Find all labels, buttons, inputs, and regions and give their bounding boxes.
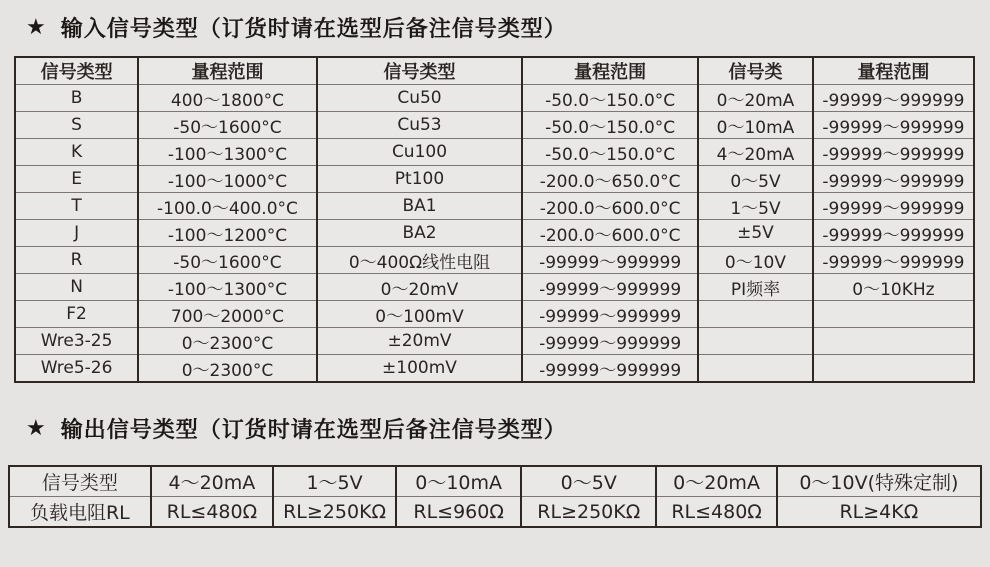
table-cell: -50～1600°C [138, 112, 317, 139]
table-cell: 1～5V [273, 466, 396, 497]
column-header: 量程范围 [813, 57, 974, 85]
table-cell: B [15, 85, 138, 112]
table-cell: 0～20mA [698, 85, 813, 112]
table-cell: -100～1300°C [138, 274, 317, 301]
table-cell: 0～20mV [317, 274, 522, 301]
table-cell: BA1 [317, 193, 522, 220]
table-cell: J [15, 220, 138, 247]
table-cell [698, 355, 813, 383]
star-icon: ★ [26, 14, 47, 40]
table-cell: 0～10KHz [813, 274, 974, 301]
table-row [15, 85, 974, 112]
table-cell: Cu100 [317, 139, 522, 166]
table-cell: -50.0～150.0°C [522, 112, 698, 139]
input-table-header-row [15, 57, 974, 85]
table-cell: -99999～999999 [522, 247, 698, 274]
column-header: 信号类型 [15, 57, 138, 85]
table-cell: 0～400Ω线性电阻 [317, 247, 522, 274]
output-table-body [9, 466, 981, 527]
table-cell: 0～10V [698, 247, 813, 274]
table-cell: 0～10V(特殊定制) [777, 466, 981, 497]
table-cell: 700～2000°C [138, 301, 317, 328]
table-cell: T [15, 193, 138, 220]
table-cell: 4～20mA [151, 466, 273, 497]
table-cell: -99999～999999 [522, 274, 698, 301]
output-signal-title-text: 输出信号类型（订货时请在选型后备注信号类型） [60, 418, 567, 443]
table-row [9, 466, 981, 497]
table-cell: 0～2300°C [138, 328, 317, 355]
table-cell: RL≥250KΩ [273, 497, 396, 528]
table-cell: 400～1800°C [138, 85, 317, 112]
table-cell: Pt100 [317, 166, 522, 193]
table-cell: -50.0～150.0°C [522, 85, 698, 112]
table-cell [698, 328, 813, 355]
input-signal-title-text: 输入信号类型（订货时请在选型后备注信号类型） [60, 17, 567, 42]
column-header: 量程范围 [138, 57, 317, 85]
table-cell: -99999～999999 [813, 139, 974, 166]
table-cell: 0～5V [521, 466, 656, 497]
table-cell: -99999～999999 [813, 85, 974, 112]
table-row [15, 328, 974, 355]
table-cell: K [15, 139, 138, 166]
table-cell: BA2 [317, 220, 522, 247]
table-cell: -99999～999999 [522, 355, 698, 383]
output-signal-section-title [0, 383, 990, 444]
table-cell: 负载电阻RL [9, 497, 151, 528]
column-header: 信号类型 [317, 57, 522, 85]
input-signal-table [14, 56, 975, 383]
table-cell: Cu50 [317, 85, 522, 112]
table-cell: S [15, 112, 138, 139]
table-cell: -100～1300°C [138, 139, 317, 166]
table-cell: Wre5-26 [15, 355, 138, 383]
table-cell: -99999～999999 [813, 112, 974, 139]
table-cell: -99999～999999 [522, 301, 698, 328]
table-row [15, 274, 974, 301]
table-cell: 0～10mA [396, 466, 521, 497]
output-signal-table [8, 465, 982, 528]
input-table-body [15, 85, 974, 383]
table-cell: RL≤960Ω [396, 497, 521, 528]
table-row [15, 301, 974, 328]
table-cell: -200.0～600.0°C [522, 220, 698, 247]
table-cell: 1～5V [698, 193, 813, 220]
table-cell: ±5V [698, 220, 813, 247]
column-header: 量程范围 [522, 57, 698, 85]
table-row [15, 355, 974, 383]
table-cell: -99999～999999 [522, 328, 698, 355]
table-cell: RL≤480Ω [656, 497, 776, 528]
table-cell: -100～1000°C [138, 166, 317, 193]
table-row [15, 247, 974, 274]
table-row [9, 497, 981, 528]
table-cell: Wre3-25 [15, 328, 138, 355]
table-cell: -99999～999999 [813, 220, 974, 247]
table-cell: -200.0～650.0°C [522, 166, 698, 193]
table-cell: 0～100mV [317, 301, 522, 328]
table-row [15, 193, 974, 220]
table-cell: PI频率 [698, 274, 813, 301]
table-cell: -99999～999999 [813, 193, 974, 220]
table-cell: -50.0～150.0°C [522, 139, 698, 166]
table-cell: RL≥4KΩ [777, 497, 981, 528]
table-row [15, 166, 974, 193]
table-cell: F2 [15, 301, 138, 328]
table-cell: Cu53 [317, 112, 522, 139]
table-cell: 0～10mA [698, 112, 813, 139]
table-cell: -100.0～400.0°C [138, 193, 317, 220]
table-cell: ±20mV [317, 328, 522, 355]
input-signal-section-title [0, 0, 990, 43]
table-cell: -200.0～600.0°C [522, 193, 698, 220]
table-cell: -99999～999999 [813, 247, 974, 274]
table-cell: 信号类型 [9, 466, 151, 497]
table-cell [813, 301, 974, 328]
table-cell: 0～2300°C [138, 355, 317, 383]
table-row [15, 139, 974, 166]
table-cell [813, 328, 974, 355]
column-header: 信号类 [698, 57, 813, 85]
table-cell: R [15, 247, 138, 274]
table-cell: ±100mV [317, 355, 522, 383]
table-cell: -99999～999999 [813, 166, 974, 193]
table-row [15, 112, 974, 139]
table-cell: -100～1200°C [138, 220, 317, 247]
table-cell: 0～5V [698, 166, 813, 193]
table-cell: 4～20mA [698, 139, 813, 166]
table-cell [698, 301, 813, 328]
table-row [15, 220, 974, 247]
star-icon: ★ [26, 415, 47, 441]
table-cell: 0～20mA [656, 466, 776, 497]
table-cell: E [15, 166, 138, 193]
table-cell: RL≤480Ω [151, 497, 273, 528]
table-cell: N [15, 274, 138, 301]
table-cell: -50～1600°C [138, 247, 317, 274]
table-cell [813, 355, 974, 383]
table-cell: RL≥250KΩ [521, 497, 656, 528]
